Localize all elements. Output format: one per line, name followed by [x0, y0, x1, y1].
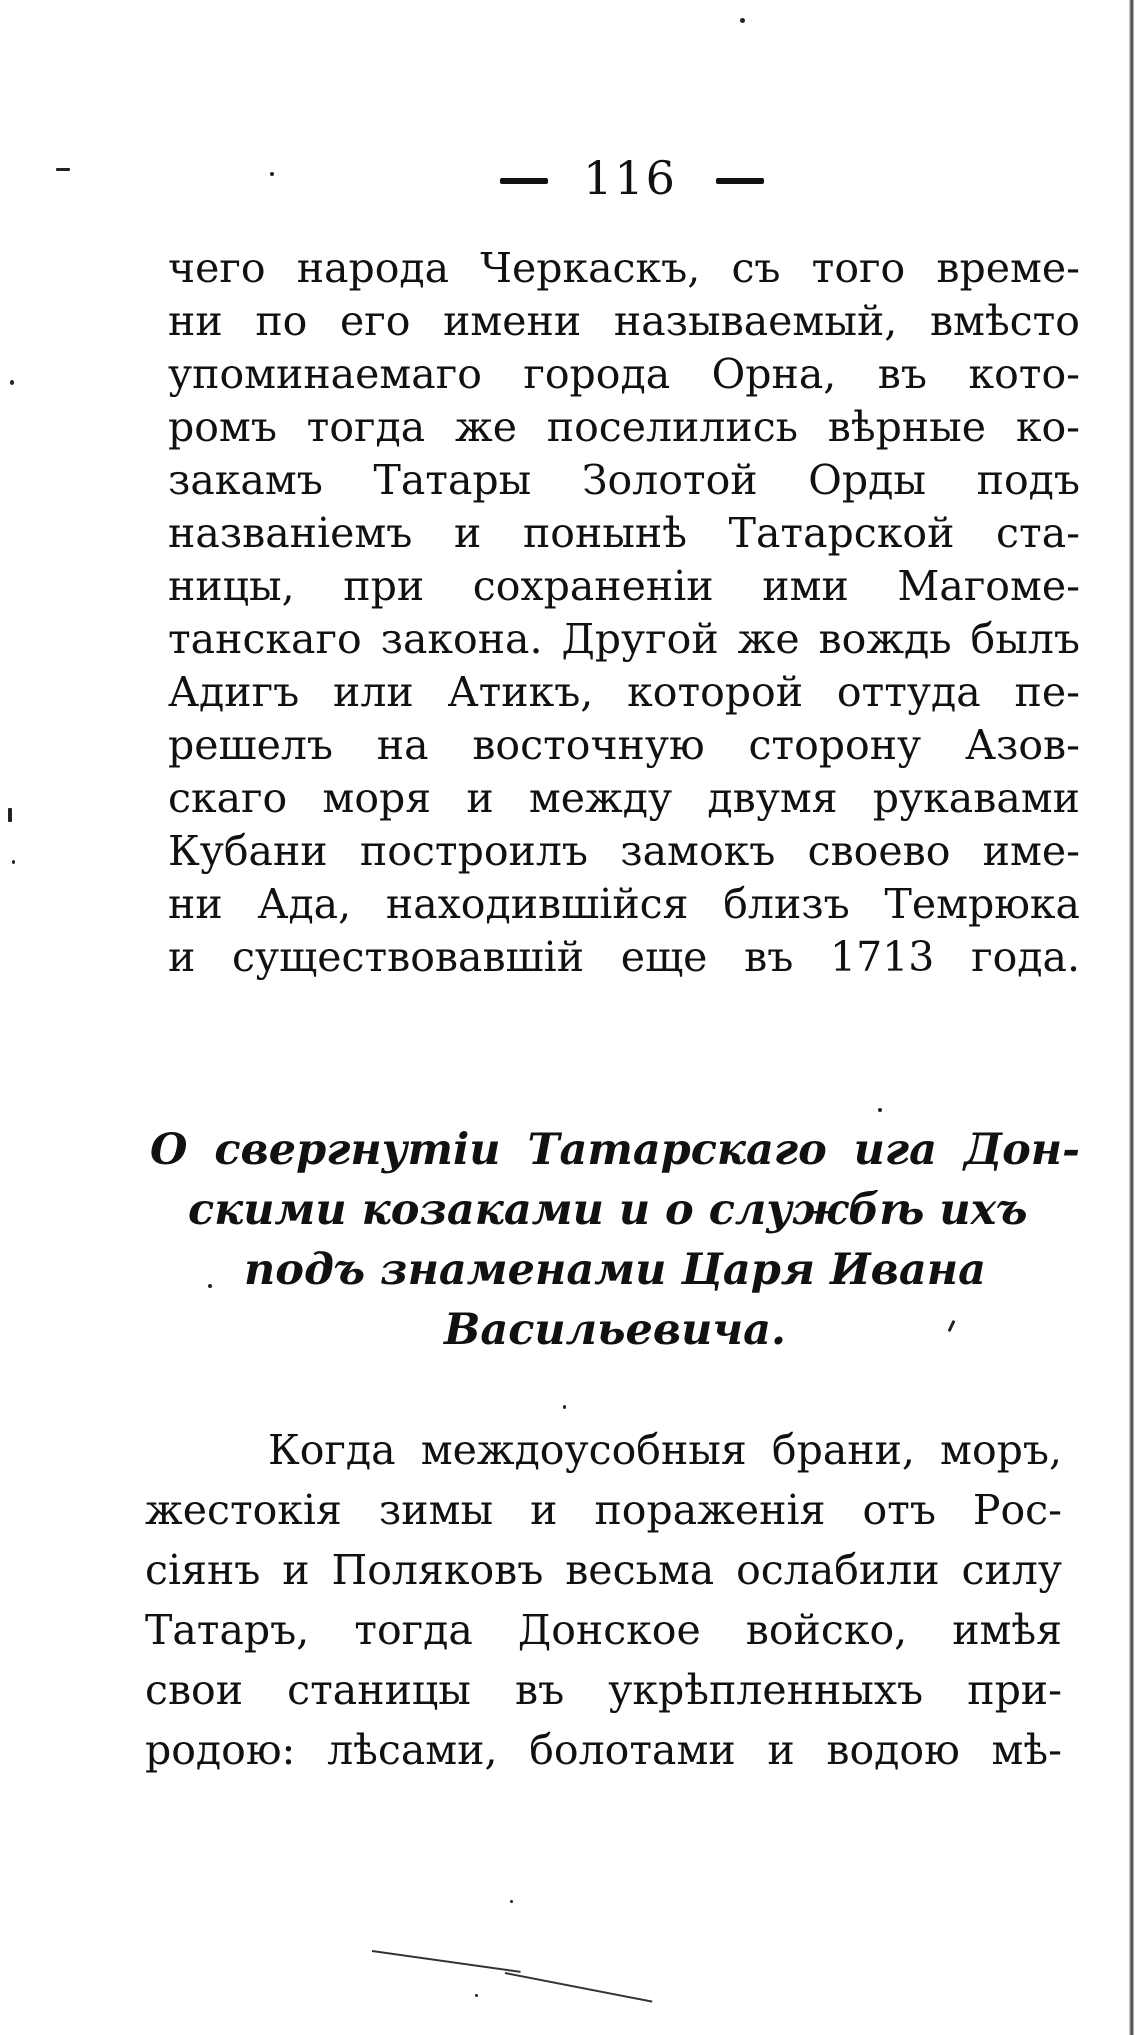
text-line: Татаръ, тогда Донское войско, имѣя [145, 1606, 1062, 1654]
text-line: скаго моря и между двумя рукавами [168, 774, 1080, 822]
text-line: Кубани построилъ замокъ своево име- [168, 827, 1080, 875]
scan-speck [8, 808, 12, 822]
scan-speck [10, 380, 14, 385]
text-line: свои станицы въ укрѣпленныхъ при- [145, 1666, 1062, 1714]
scan-scratch [372, 1950, 521, 1973]
heading-line: подъ знаменами Царя Ивана [244, 1245, 986, 1295]
scan-scratch [505, 1972, 653, 2003]
heading-line: скими козаками и о службѣ ихъ [188, 1185, 1028, 1235]
scan-speck [208, 1284, 212, 1288]
scan-speck [56, 168, 70, 171]
scan-speck [12, 860, 15, 864]
page-header [0, 148, 1140, 208]
text-line: Адигъ или Атикъ, которой оттуда пе- [168, 668, 1080, 716]
text-line: чего народа Черкаскъ, съ того време- [168, 244, 1080, 292]
text-line: сіянъ и Поляковъ весьма ослабили силу [145, 1546, 1062, 1594]
text-line: и существовавшій еще въ 1713 года. [168, 933, 1080, 981]
header-dash-right [716, 178, 764, 184]
text-line: закамъ Татары Золотой Орды подъ [168, 456, 1080, 504]
text-line: ромъ тогда же поселились вѣрные ко- [168, 403, 1080, 451]
text-line: Когда междоусобныя брани, моръ, [268, 1426, 1062, 1474]
heading-line: Васильевича. [444, 1305, 786, 1355]
text-line: ни по его имени называемый, вмѣсто [168, 297, 1080, 345]
scan-speck [475, 1994, 478, 1997]
text-line: жестокія зимы и пораженія отъ Рос- [145, 1486, 1062, 1534]
header-dash-left [500, 178, 548, 184]
heading-line: О свергнутіи Татарскаго ига Дон- [150, 1125, 1080, 1175]
scan-speck [878, 1108, 882, 1112]
scan-speck [270, 172, 274, 176]
text-line: родою: лѣсами, болотами и водою мѣ- [145, 1726, 1062, 1774]
page-edge-binding [1129, 0, 1134, 2035]
scan-speck [740, 18, 745, 23]
scan-speck [510, 1900, 513, 1903]
scan-speck [563, 1405, 566, 1409]
text-line: ни Ада, находившійся близъ Темрюка [168, 880, 1080, 928]
text-line: названіемъ и понынѣ Татарской ста- [168, 509, 1080, 557]
text-line: танскаго закона. Другой же вождь былъ [168, 615, 1080, 663]
page-number: 116 [583, 151, 677, 205]
text-line: решелъ на восточную сторону Азов- [168, 721, 1080, 769]
text-line: упоминаемаго города Орна, въ кото- [168, 350, 1080, 398]
text-line: ницы, при сохраненіи ими Магоме- [168, 562, 1080, 610]
